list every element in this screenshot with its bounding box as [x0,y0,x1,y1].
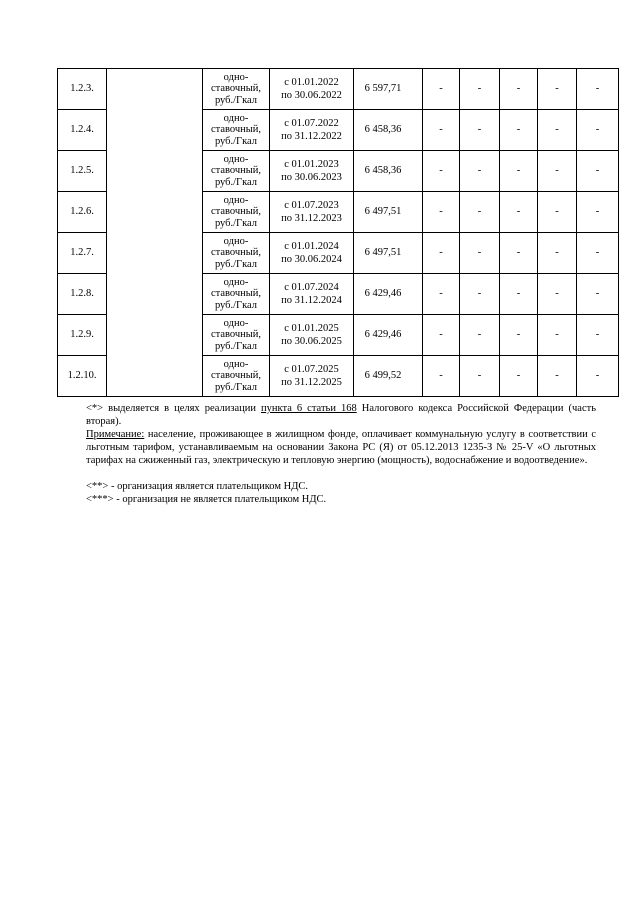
empty-value-cell: - [460,69,500,110]
empty-value-cell: - [538,192,577,233]
tariff-value: 6 458,36 [354,110,423,151]
empty-value-cell: - [577,274,619,315]
unit-line: ставочный, [210,247,262,259]
row-number: 1.2.10. [58,356,107,397]
tariff-value: 6 499,52 [354,356,423,397]
remark-label: Примечание: [86,429,145,440]
period-line: с 01.01.2023 [284,159,339,170]
tariff-value: 6 597,71 [354,69,423,110]
tariff-value: 6 429,46 [354,274,423,315]
unit-cell [203,356,270,397]
tariff-value: 6 497,51 [354,192,423,233]
empty-value-cell: - [423,233,460,274]
footnote-vat-payer: <**> - организация является плательщиком НДС. [86,481,308,492]
empty-value-cell: - [460,315,500,356]
remark [86,428,596,467]
empty-value-cell: - [577,69,619,110]
unit-line: одно- [223,317,249,329]
empty-value-cell: - [423,151,460,192]
period-line: с 01.01.2025 [284,323,339,334]
empty-value-cell: - [500,69,538,110]
empty-value-cell: - [460,192,500,233]
unit-line: руб./Гкал [214,340,258,352]
empty-value-cell: - [538,110,577,151]
unit-line: руб./Гкал [214,258,258,270]
empty-value-cell: - [577,110,619,151]
empty-value-cell: - [423,274,460,315]
remark-text: население, проживающее в жилищном фонде, оплачивает коммунальную услугу в соответствии с льготным тарифом, устанавливаемым на основании Закона РС (Я) от 05.12.2013 1235-З № 25-V «О льготных тарифах на сжиженный газ, электрическую и тепловую энергию (мощность), водоснабжение и водоотведение». [86,429,596,466]
empty-value-cell: - [538,233,577,274]
period-line: по 31.12.2023 [281,213,342,224]
period-line: с 01.07.2023 [284,200,339,211]
period-line: по 30.06.2024 [281,254,342,265]
period-cell [270,69,354,110]
unit-line: одно- [223,71,249,83]
table-row [58,69,619,110]
unit-line: руб./Гкал [214,381,258,393]
unit-cell [203,192,270,233]
unit-line: ставочный, [210,83,262,95]
empty-value-cell: - [577,151,619,192]
empty-value-cell: - [500,110,538,151]
unit-line: ставочный, [210,124,262,136]
unit-line: одно- [223,112,249,124]
unit-line: одно- [223,235,249,247]
empty-value-cell: - [423,356,460,397]
period-line: по 30.06.2025 [281,336,342,347]
unit-line: ставочный, [210,370,262,382]
row-number: 1.2.9. [58,315,107,356]
period-line: по 31.12.2022 [281,131,342,142]
row-number: 1.2.7. [58,233,107,274]
period-cell [270,315,354,356]
period-cell [270,274,354,315]
footnote-vat [86,402,596,428]
empty-value-cell: - [538,356,577,397]
period-line: с 01.01.2022 [284,77,339,88]
period-line: по 31.12.2024 [281,295,342,306]
empty-value-cell: - [423,69,460,110]
footnotes [86,402,596,506]
tariff-value: 6 458,36 [354,151,423,192]
footnote-vat-text: <*> выделяется в целях реализации [86,403,262,414]
empty-value-cell: - [423,315,460,356]
empty-value-cell: - [500,233,538,274]
unit-cell [203,110,270,151]
empty-value-cell: - [460,233,500,274]
organization-cell [107,69,203,397]
empty-value-cell: - [460,110,500,151]
empty-value-cell: - [577,192,619,233]
tariff-table-body [58,69,619,397]
period-cell [270,233,354,274]
period-line: с 01.01.2024 [284,241,339,252]
unit-line: руб./Гкал [214,135,258,147]
footnote-not-vat-payer: <***> - организация не является плательщиком НДС. [86,494,327,505]
period-cell [270,151,354,192]
unit-line: одно- [223,194,249,206]
unit-line: ставочный, [210,206,262,218]
empty-value-cell: - [577,356,619,397]
unit-line: ставочный, [210,288,262,300]
period-line: по 30.06.2022 [281,90,342,101]
footnote-vat-text-end: Налогового кодекса Российской Федерации (часть вторая). [86,403,597,427]
row-number: 1.2.8. [58,274,107,315]
tax-code-link[interactable]: пункта 6 статьи 168 [261,403,357,414]
row-number: 1.2.6. [58,192,107,233]
empty-value-cell: - [423,192,460,233]
empty-value-cell: - [538,274,577,315]
empty-value-cell: - [577,315,619,356]
empty-value-cell: - [538,69,577,110]
period-cell [270,192,354,233]
unit-cell [203,69,270,110]
empty-value-cell: - [500,151,538,192]
period-line: с 01.07.2024 [284,282,339,293]
empty-value-cell: - [577,233,619,274]
empty-value-cell: - [423,110,460,151]
period-line: по 31.12.2025 [281,377,342,388]
unit-line: ставочный, [210,165,262,177]
tariff-table [57,68,619,397]
row-number: 1.2.4. [58,110,107,151]
row-number: 1.2.5. [58,151,107,192]
unit-line: одно- [223,153,249,165]
unit-line: руб./Гкал [214,94,258,106]
tariff-value: 6 497,51 [354,233,423,274]
empty-value-cell: - [460,274,500,315]
empty-value-cell: - [500,315,538,356]
period-cell [270,110,354,151]
empty-value-cell: - [538,315,577,356]
period-line: с 01.07.2025 [284,364,339,375]
unit-line: руб./Гкал [214,217,258,229]
row-number: 1.2.3. [58,69,107,110]
unit-line: руб./Гкал [214,176,258,188]
empty-value-cell: - [500,274,538,315]
period-line: по 30.06.2023 [281,172,342,183]
unit-cell [203,233,270,274]
unit-line: одно- [223,358,249,370]
period-line: с 01.07.2022 [284,118,339,129]
unit-line: ставочный, [210,329,262,341]
empty-value-cell: - [500,356,538,397]
unit-cell [203,315,270,356]
unit-line: одно- [223,276,249,288]
unit-cell [203,151,270,192]
unit-cell [203,274,270,315]
empty-value-cell: - [500,192,538,233]
unit-line: руб./Гкал [214,299,258,311]
empty-value-cell: - [460,151,500,192]
empty-value-cell: - [460,356,500,397]
period-cell [270,356,354,397]
tariff-value: 6 429,46 [354,315,423,356]
empty-value-cell: - [538,151,577,192]
